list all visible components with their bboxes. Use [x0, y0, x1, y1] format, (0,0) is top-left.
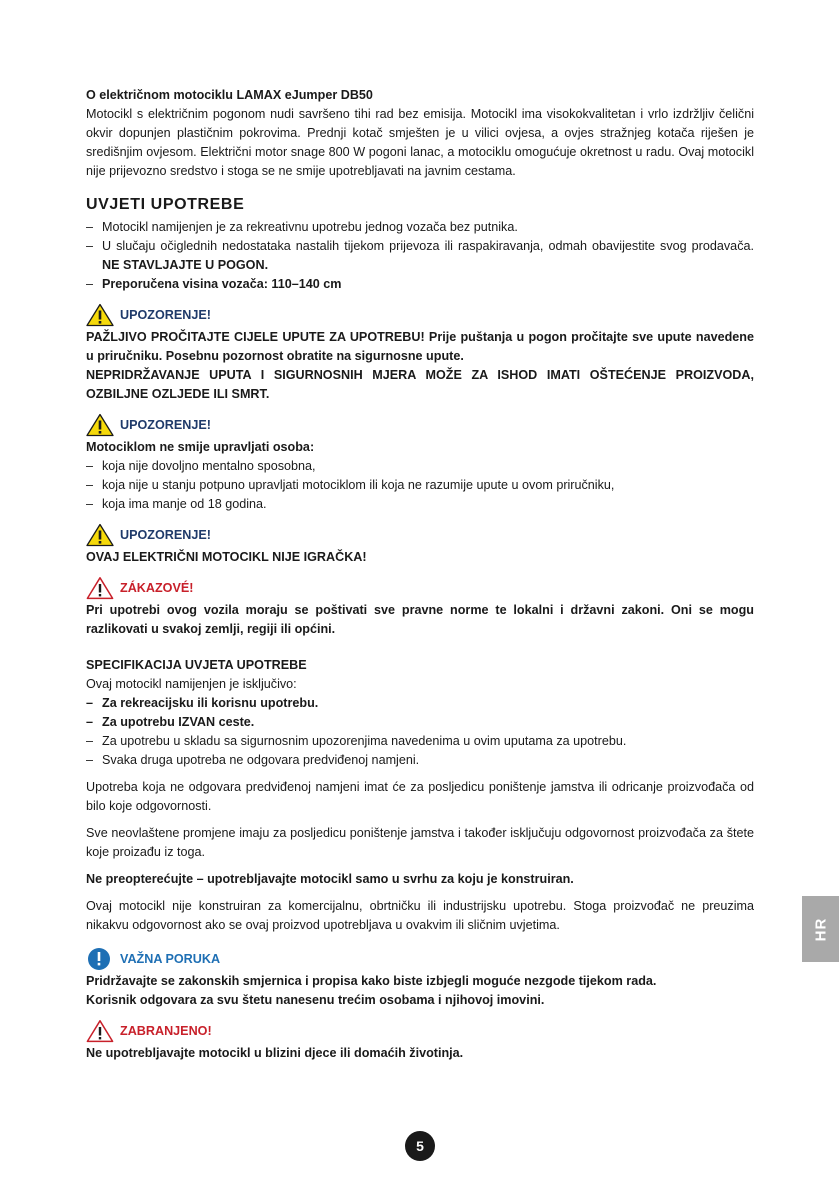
warning-header [86, 523, 754, 547]
conditions-item-3: Preporučena visina vozača: 110–140 cm [102, 277, 342, 291]
notice-header [86, 947, 754, 971]
spec-paragraph-2: Sve neovlaštene promjene imaju za posljedicu poništenje jamstva i također isključuju odgovornost proizvođača za štete koje proizađu iz toga. [86, 826, 754, 859]
page-content [86, 86, 754, 1063]
warning-2-list [86, 457, 754, 514]
warning-label: UPOZORENJE! [120, 417, 211, 432]
laws-label: ZÁKAZOVÉ! [120, 580, 194, 595]
warning-label: UPOZORENJE! [120, 527, 211, 542]
list-item: – koja nije u stanju potpuno upravljati motociklom ili koja ne razumije upute u ovom priručniku, [86, 476, 754, 495]
conditions-item-2-bold: NE STAVLJAJTE U POGON. [102, 258, 269, 272]
notice-line-2: Korisnik odgovara za svu štetu nanesenu trećim osobama i njihovoj imovini. [86, 993, 545, 1007]
caution-outline-triangle-icon [86, 1019, 114, 1043]
spec-title: SPECIFIKACIJA UVJETA UPOTREBE [86, 658, 307, 672]
spec-paragraph-4: Ovaj motocikl nije konstruiran za komercijalnu, obrtničku ili industrijsku upotrebu. Stoga proizvođač ne preuzima nikakvu odgovornost ako se ovaj proizvod upotrebljava u ovakvim ili sličnim uvjetima. [86, 899, 754, 932]
forbidden-text: Ne upotrebljavajte motocikl u blizini djece ili domaćih životinja. [86, 1046, 464, 1060]
warning-triangle-icon [86, 413, 114, 437]
intro-title: O električnom motociklu LAMAX eJumper DB50 [86, 88, 373, 102]
laws-text: Pri upotrebi ovog vozila moraju se poštivati sve pravne norme te lokalni i državni zakoni. Oni se mogu razlikovati u svakoj zemlji, regiji ili općini. [86, 603, 754, 636]
warning-1-line-2: NEPRIDRŽAVANJE UPUTA I SIGURNOSNIH MJERA MOŽE ZA ISHOD IMATI OŠTEĆENJE PROIZVODA, OZBILJNE OZLJEDE ILI SMRT. [86, 368, 754, 401]
conditions-item-2: U slučaju očiglednih nedostataka nastalih tijekom prijevoza ili raspakiravanja, odmah obavijestite svog prodavača. [102, 239, 754, 253]
list-item: – koja ima manje od 18 godina. [86, 495, 754, 514]
conditions-item-1: Motocikl namijenjen je za rekreativnu upotrebu jednog vozača bez putnika. [102, 220, 518, 234]
list-item: – Svaka druga upotreba ne odgovara predviđenoj namjeni. [86, 751, 754, 770]
list-item [86, 237, 754, 275]
warning-header [86, 303, 754, 327]
conditions-heading: UVJETI UPOTREBE [86, 196, 245, 213]
language-tab-label: HR [811, 917, 829, 941]
caution-outline-triangle-icon [86, 576, 114, 600]
warning-label: UPOZORENJE! [120, 307, 211, 322]
list-item: – koja nije dovoljno mentalno sposobna, [86, 457, 754, 476]
laws-header [86, 576, 754, 600]
warning-triangle-icon [86, 303, 114, 327]
list-item [86, 218, 754, 237]
warning-2-title: Motociklom ne smije upravljati osoba: [86, 440, 315, 454]
info-exclamation-icon [86, 947, 114, 971]
conditions-list [86, 218, 754, 294]
warning-3-text: OVAJ ELEKTRIČNI MOTOCIKL NIJE IGRAČKA! [86, 550, 367, 564]
warning-header [86, 413, 754, 437]
spec-paragraph-3: Ne preopterećujte – upotrebljavajte motocikl samo u svrhu za koju je konstruiran. [86, 872, 574, 886]
warning-triangle-icon [86, 523, 114, 547]
notice-line-1: Pridržavajte se zakonskih smjernica i propisa kako biste izbjegli moguće nezgode tijekom rada. [86, 974, 657, 988]
list-item: – Za rekreacijsku ili korisnu upotrebu. [86, 694, 754, 713]
warning-1-line-1: PAŽLJIVO PROČITAJTE CIJELE UPUTE ZA UPOTREBU! Prije puštanja u pogon pročitajte sve upute navedene u priručniku. Posebnu pozornost obratite na sigurnosne upute. [86, 330, 754, 363]
spec-intro: Ovaj motocikl namijenjen je isključivo: [86, 677, 297, 691]
list-item: – Za upotrebu IZVAN ceste. [86, 713, 754, 732]
spec-paragraph-1: Upotreba koja ne odgovara predviđenoj namjeni imat će za posljedicu poništenje jamstva ili odricanje proizvođača od bilo koje odgovornosti. [86, 780, 754, 813]
notice-label: VAŽNA PORUKA [120, 951, 221, 966]
forbidden-label: ZABRANJENO! [120, 1023, 212, 1038]
forbidden-header [86, 1019, 754, 1043]
page-number: 5 [405, 1131, 435, 1161]
spec-list [86, 694, 754, 770]
list-item [86, 275, 754, 294]
intro-text: Motocikl s električnim pogonom nudi savršeno tihi rad bez emisija. Motocikl ima visokokvalitetan i vrlo izdržljiv čelični okvir dopunjen plastičnim pokrovima. Prednji kotač smješten je u vilici ovjesa, a ovjes stražnjeg kotača riješen je središnjim ovjesom. Električni motor snage 800 W pogoni lanac, a motociklu omogućuje okretnost u radu. Ovaj motocikl nije prijevozno sredstvo i stoga se ne smije upotrebljavati na javnim cestama. [86, 107, 754, 178]
language-tab [802, 896, 839, 962]
list-item: – Za upotrebu u skladu sa sigurnosnim upozorenjima navedenima u ovim uputama za upotrebu. [86, 732, 754, 751]
